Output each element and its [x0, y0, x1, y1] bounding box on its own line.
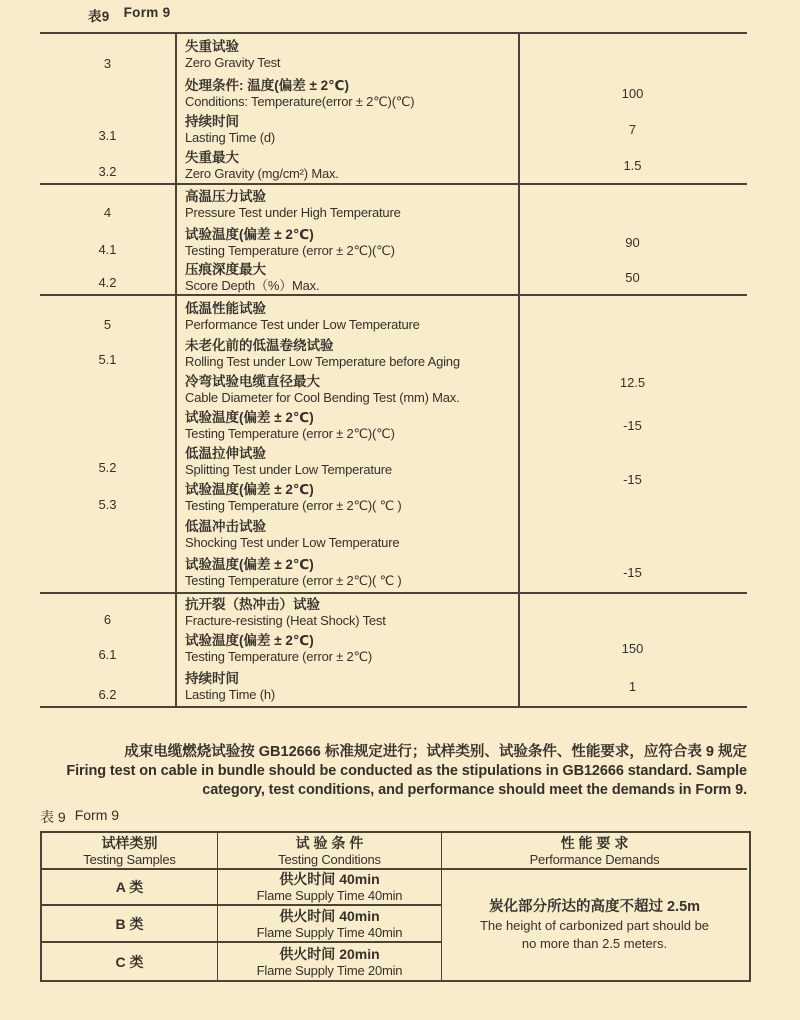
item-number: 6	[103, 612, 112, 627]
condition-en: Flame Supply Time 40min	[256, 888, 403, 903]
note-en-line2: category, test conditions, and performance should meet the demands in Form 9.	[202, 782, 747, 798]
test-description	[175, 113, 518, 146]
test-description	[175, 632, 518, 665]
condition-class-a	[217, 870, 441, 906]
desc-en: Performance Test under Low Temperature	[185, 316, 420, 332]
desc-zh: 低温拉伸试验	[185, 445, 266, 461]
form9-bottom-label	[40, 807, 800, 827]
desc-en: Testing Temperature (error ± 2℃)(℃)	[185, 243, 395, 258]
value-cell: 12.5	[619, 375, 646, 390]
desc-en: Shocking Test under Low Temperature	[185, 534, 400, 550]
header-en: Performance Demands	[529, 851, 660, 867]
desc-en: Testing Temperature (error ± 2℃)	[185, 649, 373, 664]
test-description	[175, 226, 518, 259]
desc-zh: 高温压力试验	[185, 189, 266, 204]
desc-zh: 未老化前的低温卷绕试验	[185, 338, 334, 353]
test-description	[175, 445, 518, 478]
value-cell: 90	[625, 235, 640, 250]
desc-zh: 低温冲击试验	[185, 518, 266, 534]
desc-en: Pressure Test under High Temperature	[185, 205, 401, 220]
gb12666-note	[40, 742, 747, 800]
desc-en: Zero Gravity (mg/cm²) Max.	[185, 165, 339, 181]
desc-zh: 试验温度(偏差 ± 2℃)	[185, 227, 314, 242]
header-testing-samples	[42, 833, 217, 870]
firing-test-table	[40, 831, 751, 982]
form9-top-label	[0, 0, 800, 25]
desc-zh: 处理条件: 温度(偏差 ± 2℃)	[185, 78, 350, 93]
desc-en: Testing Temperature (error ± 2℃)( ℃ )	[185, 572, 402, 588]
sample-class-c: C 类	[115, 953, 144, 970]
desc-zh: 低温性能试验	[185, 300, 266, 316]
test-description	[175, 38, 518, 71]
value-cell: 100	[621, 86, 644, 101]
desc-en: Score Depth（%）Max.	[185, 278, 320, 293]
desc-zh: 冷弯试验电缆直径最大	[185, 374, 320, 389]
desc-en: Cable Diameter for Cool Bending Test (mm) Max.	[185, 390, 460, 405]
form9-top-label-zh: 表9	[88, 9, 110, 24]
test-description	[175, 518, 518, 551]
test-description	[175, 596, 518, 629]
desc-zh: 持续时间	[185, 670, 239, 686]
value-cell: -15	[623, 418, 642, 433]
demand-en-line2: no more than 2.5 meters.	[521, 935, 668, 951]
desc-en: Testing Temperature (error ± 2℃)(℃)	[185, 426, 395, 441]
header-zh: 试样类别	[101, 834, 158, 851]
desc-zh: 试验温度(偏差 ± 2℃)	[185, 633, 314, 648]
desc-en: Lasting Time (h)	[185, 686, 276, 702]
item-number: 5.3	[98, 497, 117, 512]
item-number: 5	[103, 317, 112, 332]
table-section-3	[40, 34, 747, 185]
value-cell: -15	[623, 472, 642, 487]
desc-en: Testing Temperature (error ± 2℃)( ℃ )	[185, 498, 402, 513]
test-description	[175, 300, 518, 333]
test-description	[175, 409, 518, 442]
sample-class-a: A 类	[42, 870, 217, 906]
condition-en: Flame Supply Time 40min	[256, 924, 403, 940]
header-performance-demands	[441, 833, 747, 870]
item-number: 4.1	[98, 242, 117, 257]
form9-bottom-label-zh: 表 9	[40, 809, 66, 825]
test-description	[175, 556, 518, 589]
test-description	[175, 373, 518, 406]
item-number: 3	[103, 56, 112, 71]
item-number: 3.2	[98, 164, 117, 179]
demand-zh: 炭化部分所达的高度不超过 2.5m	[488, 898, 701, 915]
demand-en-line1: The height of carbonized part should be	[479, 917, 710, 933]
value-cell: 7	[628, 122, 637, 137]
form9-top-label-en: Form 9	[123, 5, 171, 20]
desc-zh: 试验温度(偏差 ± 2℃)	[185, 410, 314, 425]
desc-zh: 压痕深度最大	[185, 262, 266, 277]
header-testing-conditions	[217, 833, 441, 870]
desc-en: Splitting Test under Low Temperature	[185, 461, 392, 477]
desc-en: Conditions: Temperature(error ± 2℃)(℃)	[185, 94, 415, 109]
condition-class-b	[217, 906, 441, 943]
header-zh: 性 能 要 求	[560, 834, 629, 851]
condition-zh: 供火时间 40min	[279, 871, 380, 887]
desc-zh: 失重最大	[185, 149, 239, 165]
performance-demand-cell	[441, 870, 747, 980]
header-en: Testing Samples	[83, 851, 176, 867]
item-number: 6.1	[98, 647, 117, 662]
desc-zh: 试验温度(偏差 ± 2℃)	[185, 556, 314, 572]
value-cell: 150	[621, 641, 644, 656]
test-spec-table	[40, 32, 747, 708]
value-cell: 50	[625, 270, 640, 285]
table-section-5	[40, 296, 747, 594]
item-number: 4.2	[98, 275, 117, 290]
condition-class-c	[217, 943, 441, 980]
header-en: Testing Conditions	[278, 851, 381, 867]
item-number: 5.2	[98, 460, 117, 475]
desc-zh: 失重试验	[185, 39, 239, 54]
table-section-4	[40, 185, 747, 296]
test-description	[175, 188, 518, 221]
value-cell: 1	[628, 678, 637, 694]
form9-bottom-label-en: Form 9	[74, 807, 120, 823]
value-cell: -15	[623, 564, 642, 580]
header-zh: 试 验 条 件	[295, 834, 364, 851]
note-zh: 成束电缆燃烧试验按 GB12666 标准规定进行；试样类别、试验条件、性能要求，应符合表 9 规定	[124, 744, 747, 760]
test-description	[175, 261, 518, 294]
desc-en: Fracture-resisting (Heat Shock) Test	[185, 613, 386, 628]
test-description	[175, 337, 518, 370]
desc-en: Zero Gravity Test	[185, 55, 281, 70]
item-number: 4	[103, 205, 112, 220]
test-description	[175, 149, 518, 182]
condition-zh: 供火时间 40min	[279, 907, 380, 924]
test-description	[175, 77, 518, 110]
desc-zh: 持续时间	[185, 114, 239, 129]
test-description	[175, 481, 518, 514]
desc-zh: 试验温度(偏差 ± 2℃)	[185, 482, 314, 497]
desc-en: Lasting Time (d)	[185, 130, 276, 145]
desc-en: Rolling Test under Low Temperature before Aging	[185, 354, 460, 369]
desc-zh: 抗开裂（热冲击）试验	[185, 597, 320, 612]
item-number: 3.1	[98, 128, 117, 143]
sample-class-b: B 类	[42, 906, 217, 943]
item-number: 6.2	[98, 687, 117, 702]
item-number: 5.1	[98, 352, 117, 367]
note-en-line1: Firing test on cable in bundle should be conducted as the stipulations in GB12666 standard. Sample	[66, 763, 747, 779]
test-description	[175, 670, 518, 703]
table-section-6	[40, 594, 747, 708]
condition-en: Flame Supply Time 20min	[256, 962, 403, 978]
condition-zh: 供火时间 20min	[279, 945, 380, 962]
value-cell: 1.5	[623, 157, 642, 173]
